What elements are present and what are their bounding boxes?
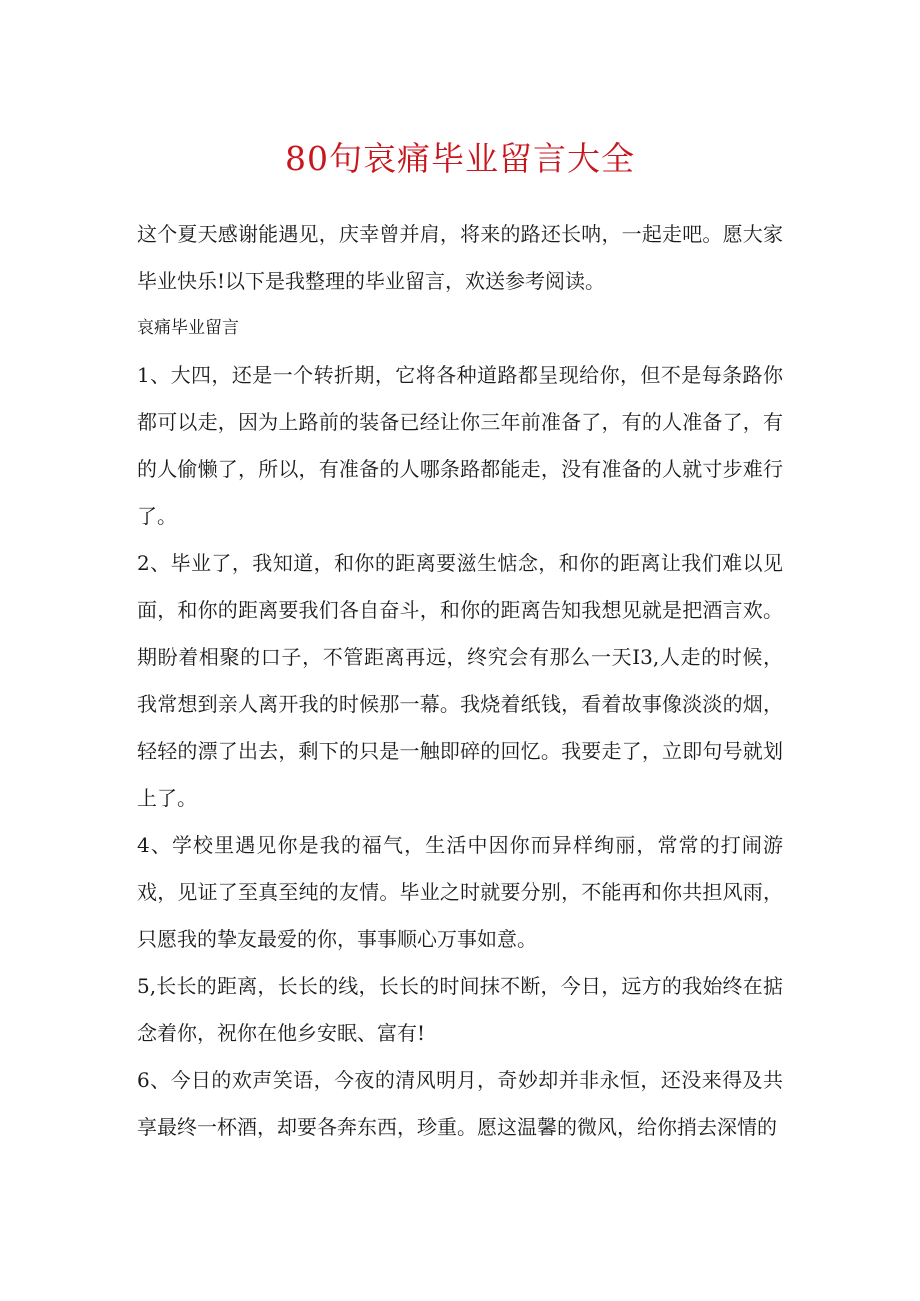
- message-item: 5,长长的距离，长长的线，长长的时间抹不断，今日，远方的我始终在掂念着你，祝你在他乡安眠、富有!: [137, 974, 783, 1045]
- intro-paragraph: 这个夏天感谢能遇见，庆幸曾并肩，将来的路还长呐，一起走吧。愿大家毕业快乐!以下是我整理的毕业留言，欢送参考阅读。: [137, 222, 783, 293]
- section-subheading: 哀痛毕业留言: [137, 318, 239, 338]
- message-item: 4、学校里遇见你是我的福气，生活中因你而异样绚丽，常常的打闹游戏，见证了至真至纯的友情。毕业之时就要分别，不能再和你共担风雨，只愿我的挚友最爱的你，事事顺心万事如意。: [137, 833, 783, 951]
- document-title: 80句哀痛毕业留言大全: [285, 139, 635, 178]
- message-item: 1、大四，还是一个转折期，它将各种道路都呈现给你，但不是每条路你都可以走，因为上路前的装备已经让你三年前准备了，有的人准备了，有的人偷懒了，所以，有准备的人哪条路都能走，没有准备的人就寸步难行了。: [137, 363, 783, 528]
- document-body: [137, 211, 783, 1151]
- message-item: 2、毕业了，我知道，和你的距离要滋生惦念，和你的距离让我们难以见面，和你的距离要我们各自奋斗，和你的距离告知我想见就是把酒言欢。期盼着相聚的口子，不管距离再远，终究会有那么一天I3,人走的时候，我常想到亲人离开我的时候那一幕。我烧着纸钱，看着故事像淡淡的烟，轻轻的漂了出去，剩下的只是一触即碎的回忆。我要走了，立即句号就划上了。: [137, 551, 783, 810]
- message-item: 6、今日的欢声笑语，今夜的清风明月，奇妙却并非永恒，还没来得及共享最终一杯酒，却要各奔东西，珍重。愿这温馨的微风，给你捎去深情的: [137, 1068, 783, 1139]
